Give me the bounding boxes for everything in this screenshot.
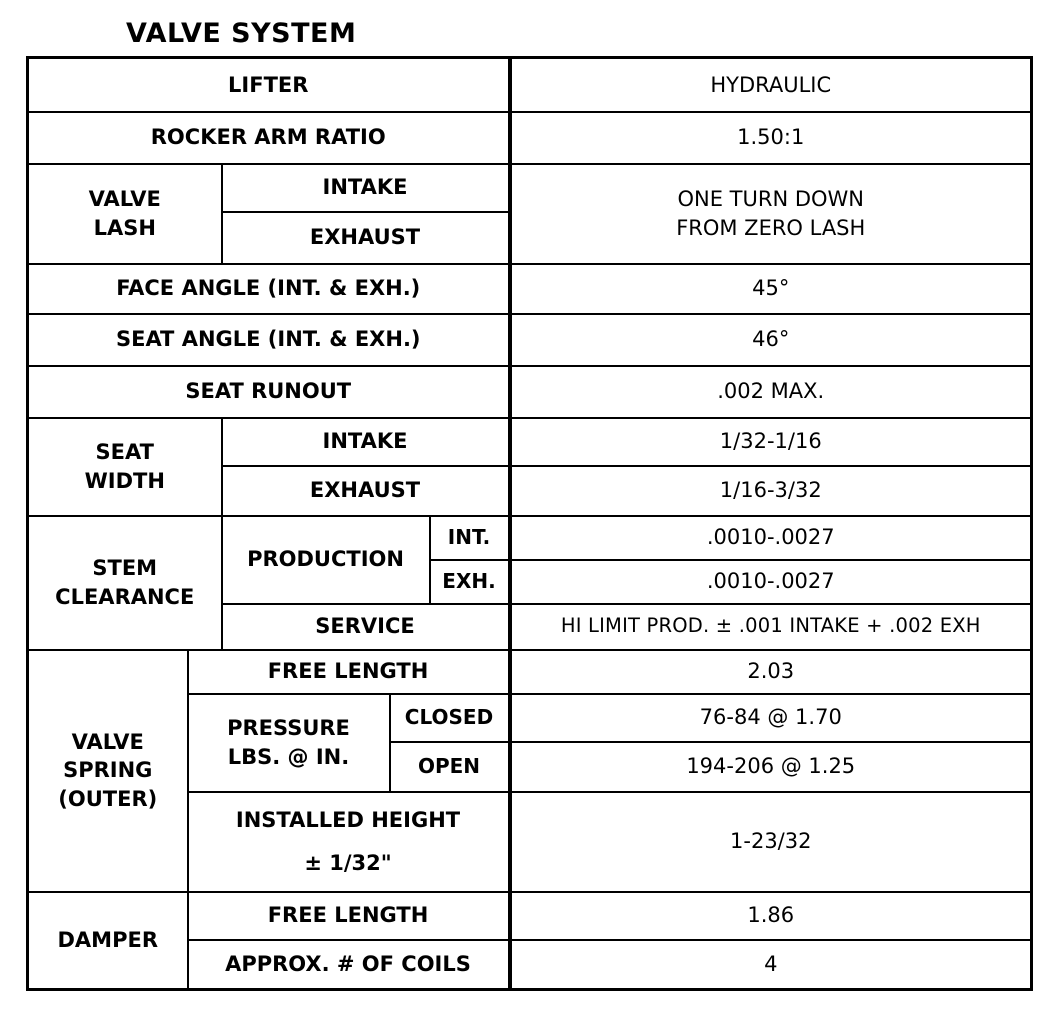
stem-clearance-line1: STEM — [92, 556, 158, 581]
stem-clearance-exh-value: .0010-.0027 — [510, 560, 1032, 604]
stem-clearance-service-value: HI LIMIT PROD. ± .001 INTAKE + .002 EXH — [510, 604, 1032, 650]
rocker-arm-ratio-label: ROCKER ARM RATIO — [28, 112, 510, 164]
valve-spring-line3: (OUTER) — [58, 786, 158, 811]
valve-lash-group-label — [28, 164, 222, 264]
valve-lash-exhaust-label: EXHAUST — [222, 212, 510, 264]
seat-width-group-label — [28, 418, 222, 516]
row-seat-width-intake — [28, 418, 1032, 466]
valve-lash-intake-label: INTAKE — [222, 164, 510, 212]
damper-free-length-value: 1.86 — [510, 892, 1032, 940]
valve-system-spec-table — [26, 56, 1033, 991]
face-angle-value: 45° — [510, 264, 1032, 314]
stem-clearance-int-value: .0010-.0027 — [510, 516, 1032, 560]
valve-spring-line2: SPRING — [63, 758, 153, 783]
row-rocker-arm-ratio — [28, 112, 1032, 164]
valve-spring-installed-line1: INSTALLED HEIGHT — [235, 808, 461, 833]
valve-spring-installed-line2: ± 1/32" — [304, 850, 392, 875]
valve-spring-line1: VALVE — [71, 729, 144, 754]
row-lifter — [28, 58, 1032, 112]
valve-spring-open-value: 194-206 @ 1.25 — [510, 742, 1032, 792]
seat-width-intake-label: INTAKE — [222, 418, 510, 466]
stem-clearance-service-label: SERVICE — [222, 604, 510, 650]
damper-group-label: DAMPER — [28, 892, 188, 990]
valve-lash-value — [510, 164, 1032, 264]
stem-clearance-group-label — [28, 516, 222, 650]
valve-spring-pressure-line2: LBS. @ IN. — [227, 744, 350, 769]
seat-angle-label: SEAT ANGLE (INT. & EXH.) — [28, 314, 510, 366]
seat-runout-value: .002 MAX. — [510, 366, 1032, 418]
stem-clearance-exh-label: EXH. — [430, 560, 510, 604]
valve-lash-value-line1: ONE TURN DOWN — [677, 187, 865, 212]
valve-spring-free-length-value: 2.03 — [510, 650, 1032, 694]
stem-clearance-line2: CLEARANCE — [55, 584, 195, 609]
valve-lash-line1: VALVE — [88, 187, 161, 212]
valve-lash-line2: LASH — [93, 215, 156, 240]
stem-clearance-production-label: PRODUCTION — [222, 516, 430, 604]
seat-angle-value: 46° — [510, 314, 1032, 366]
row-valve-lash-intake — [28, 164, 1032, 212]
page-title: VALVE SYSTEM — [126, 18, 357, 49]
damper-coils-label: APPROX. # OF COILS — [188, 940, 510, 990]
valve-spring-closed-label: CLOSED — [390, 694, 510, 742]
valve-spring-open-label: OPEN — [390, 742, 510, 792]
rocker-arm-ratio-value: 1.50:1 — [510, 112, 1032, 164]
seat-width-line1: SEAT — [95, 440, 154, 465]
seat-width-exhaust-label: EXHAUST — [222, 466, 510, 516]
valve-spring-closed-value: 76-84 @ 1.70 — [510, 694, 1032, 742]
row-face-angle — [28, 264, 1032, 314]
stem-clearance-int-label: INT. — [430, 516, 510, 560]
row-damper-free-length — [28, 892, 1032, 940]
seat-width-intake-value: 1/32-1/16 — [510, 418, 1032, 466]
lifter-value: HYDRAULIC — [510, 58, 1032, 112]
face-angle-label: FACE ANGLE (INT. & EXH.) — [28, 264, 510, 314]
damper-coils-value: 4 — [510, 940, 1032, 990]
row-seat-runout — [28, 366, 1032, 418]
row-stem-clearance-int — [28, 516, 1032, 560]
valve-spring-pressure-line1: PRESSURE — [227, 716, 350, 741]
damper-free-length-label: FREE LENGTH — [188, 892, 510, 940]
seat-runout-label: SEAT RUNOUT — [28, 366, 510, 418]
valve-spring-installed-value: 1-23/32 — [510, 792, 1032, 892]
valve-spring-free-length-label: FREE LENGTH — [188, 650, 510, 694]
valve-spring-pressure-label — [188, 694, 390, 792]
valve-spring-installed-label — [188, 792, 510, 892]
valve-spring-group-label — [28, 650, 188, 892]
lifter-label: LIFTER — [28, 58, 510, 112]
valve-lash-value-line2: FROM ZERO LASH — [676, 215, 866, 240]
seat-width-exhaust-value: 1/16-3/32 — [510, 466, 1032, 516]
row-valve-spring-free-length — [28, 650, 1032, 694]
row-seat-angle — [28, 314, 1032, 366]
seat-width-line2: WIDTH — [84, 468, 165, 493]
